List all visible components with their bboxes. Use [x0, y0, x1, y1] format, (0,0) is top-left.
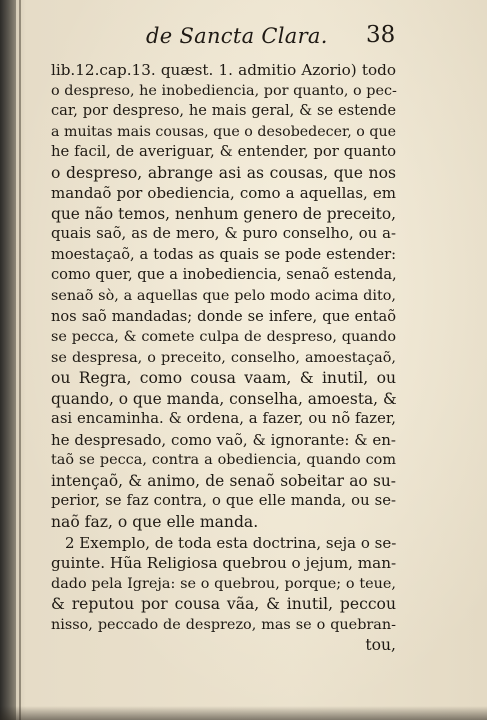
text-line: mandaõ por obediencia, como a aquellas, em — [51, 184, 396, 203]
page-bottom-shadow — [0, 706, 487, 720]
text-line: se despresa, o preceito, conselho, amoestaçaõ, — [51, 349, 396, 366]
text-line: a muitas mais cousas, que o desobedecer, o que — [51, 123, 396, 140]
page-header — [0, 18, 487, 58]
paragraph-end-line: naõ faz, o que elle manda. — [51, 513, 259, 532]
text-line: lib.12.cap.13. quæst. 1. admitio Azorio) todo — [51, 61, 396, 79]
text-line: se pecca, & comete culpa de despreso, quando — [51, 329, 396, 346]
text-line: ou Regra, como cousa vaam, & inutil, ou — [51, 369, 396, 388]
text-line: dado pela Igreja: se o quebrou, porque; o teue, — [51, 575, 396, 592]
text-line: o despreso, abrange asi as cousas, que nos — [51, 163, 396, 182]
text-line: quando, o que manda, conselha, amoesta, & — [51, 389, 397, 408]
text-line: quais saõ, as de mero, & puro conselho, ou a- — [51, 225, 396, 243]
text-line: intençaõ, & animo, de senaõ sobeitar ao su- — [51, 471, 396, 490]
text-line: he despresado, como vaõ, & ignorante: & en- — [51, 430, 396, 449]
text-line: que não temos, nenhum genero de preceito, — [51, 204, 396, 223]
catchword: tou, — [365, 636, 396, 655]
text-line: o despreso, he inobediencia, por quanto, o pec- — [51, 82, 397, 99]
text-line: nisso, peccado de desprezo, mas se o quebran- — [51, 616, 396, 633]
text-line: he facil, de averiguar, & entender, por quanto — [51, 143, 396, 161]
text-line: perior, se faz contra, o que elle manda, ou se- — [51, 492, 396, 510]
text-line: como quer, que a inobediencia, senaõ estenda, — [51, 266, 397, 284]
book-binding-gutter — [0, 0, 16, 720]
text-line: moestaçaõ, a todas as quais se pode estender: — [51, 245, 396, 263]
paragraph-start-line: 2 Exemplo, de toda esta doctrina, seja o se- — [65, 533, 397, 552]
text-line: car, por despreso, he mais geral, & se estende — [51, 102, 396, 120]
text-line: senaõ sò, a aquellas que pelo modo acima dito, — [51, 288, 396, 305]
page-number: 38 — [366, 22, 396, 48]
running-title: de Sancta Clara. — [146, 24, 328, 48]
text-line: asi encaminha. & ordena, a fazer, ou nõ fazer, — [51, 410, 396, 428]
text-line: guinte. Hũa Religiosa quebrou o jejum, man- — [51, 554, 397, 573]
text-line: nos saõ mandadas; donde se infere, que entaõ — [51, 307, 396, 325]
page-fold-line — [19, 0, 21, 720]
body-text — [51, 60, 396, 656]
text-line: taõ se pecca, contra a obediencia, quando com — [51, 452, 396, 469]
text-line: & reputou por cousa vãa, & inutil, peccou — [51, 595, 396, 614]
